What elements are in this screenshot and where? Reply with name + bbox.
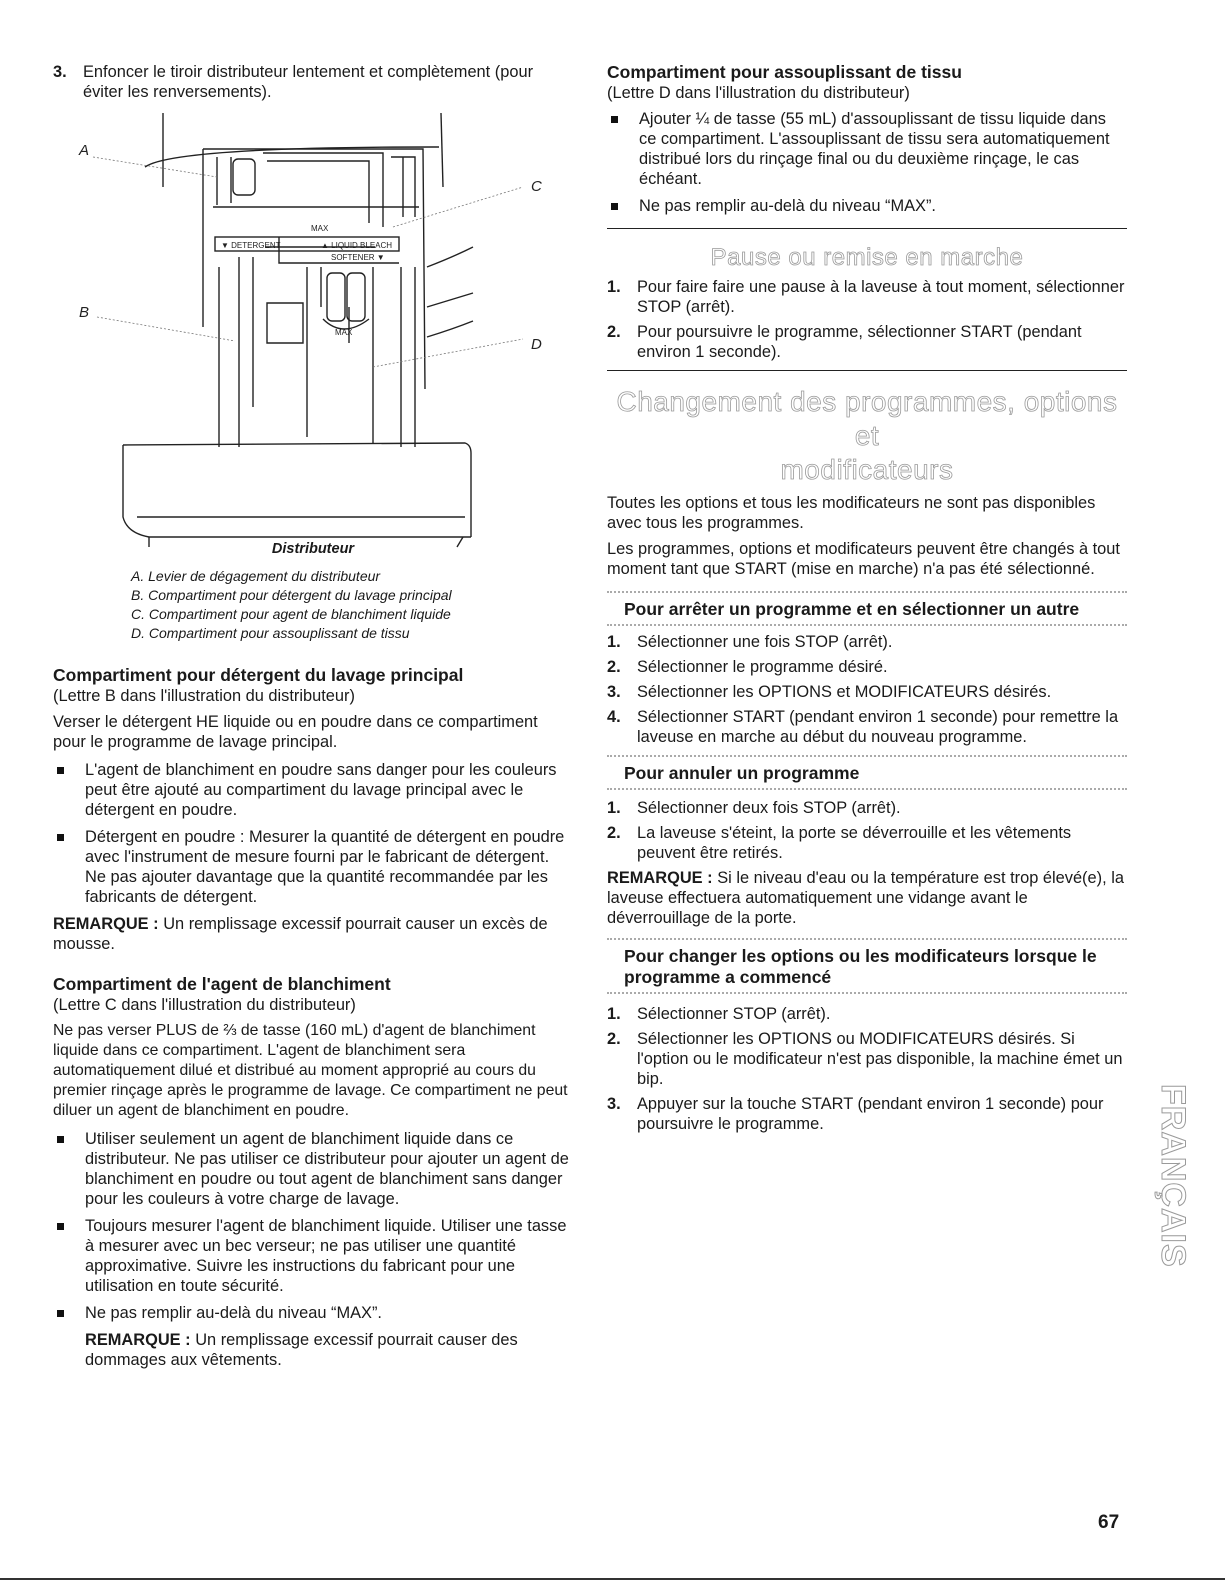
remark-text: Un remplissage excessif pourrait causer des dommages aux vêtements. bbox=[85, 1331, 518, 1369]
subsection-divider bbox=[607, 591, 1127, 593]
remark-label: REMARQUE : bbox=[85, 1331, 191, 1349]
step-text: Sélectionner le programme désiré. bbox=[637, 658, 888, 676]
legend-item: B. Compartiment pour détergent du lavage principal bbox=[131, 587, 452, 603]
change-options-step bbox=[607, 1004, 1127, 1024]
step-number: 2. bbox=[607, 1030, 621, 1048]
remark-label: REMARQUE : bbox=[607, 869, 713, 887]
bullet-text: Détergent en poudre : Mesurer la quantité de détergent en poudre avec l'instrument de mesure fourni par le fabricant de détergent. Ne pas ajouter davantage que la quantité recommandée par les fabricants de détergent. bbox=[85, 828, 565, 906]
detergent-section-subtitle: (Lettre B dans l'illustration du distributeur) bbox=[53, 687, 355, 705]
bullet-item bbox=[53, 1303, 573, 1323]
bullet-square bbox=[57, 767, 64, 774]
language-side-tab bbox=[1140, 1080, 1192, 1360]
pause-step bbox=[607, 322, 1127, 362]
step-number: 3. bbox=[607, 683, 621, 701]
step-text: Appuyer sur la touche START (pendant environ 1 seconde) pour poursuivre le programme. bbox=[637, 1095, 1104, 1133]
change-para1: Toutes les options et tous les modificateurs ne sont pas disponibles avec tous les programmes. bbox=[607, 494, 1096, 532]
liquid-bleach-label: ▲ LIQUID BLEACH bbox=[321, 241, 393, 250]
bullet-item bbox=[607, 196, 1127, 216]
label-a: A bbox=[79, 142, 90, 159]
cancel-step bbox=[607, 823, 1127, 863]
left-column bbox=[53, 62, 573, 1370]
step-text: Enfoncer le tiroir distributeur lentement et complètement (pour éviter les renversements). bbox=[83, 63, 534, 101]
step-number: 1. bbox=[607, 799, 621, 817]
max-small-label: MAX bbox=[335, 328, 353, 337]
figure-legend bbox=[53, 567, 573, 643]
stop-select-title: Pour arrêter un programme et en sélectionner un autre bbox=[624, 599, 1080, 619]
subsection-divider bbox=[607, 788, 1127, 790]
bullet-item bbox=[53, 1216, 573, 1296]
stop-select-step bbox=[607, 682, 1127, 702]
change-para2: Les programmes, options et modificateurs peuvent être changés à tout moment tant que START (mise en marche) n'a pas été sélectionné. bbox=[607, 540, 1120, 578]
bleach-section-subtitle: (Lettre C dans l'illustration du distributeur) bbox=[53, 996, 356, 1014]
section-divider bbox=[607, 228, 1127, 229]
bullet-text: Ajouter ¼ de tasse (55 mL) d'assouplissant de tissu liquide dans ce compartiment. L'assouplissant de tissu sera automatiquement distribué lors du rinçage final ou du deuxième rinçage, le cas échéant. bbox=[639, 110, 1110, 188]
figure-caption: Distributeur bbox=[271, 541, 355, 557]
detergent-section-title: Compartiment pour détergent du lavage principal bbox=[53, 665, 464, 685]
step-text: Sélectionner les OPTIONS ou MODIFICATEURS désirés. Si l'option ou le modificateur n'est pas disponible, la machine émet un bip. bbox=[637, 1030, 1123, 1088]
subsection-divider bbox=[607, 938, 1127, 940]
subsection-divider bbox=[607, 624, 1127, 626]
label-b: B bbox=[79, 304, 90, 321]
bullet-text: Ne pas remplir au-delà du niveau “MAX”. bbox=[85, 1304, 382, 1322]
step-number: 3. bbox=[53, 63, 67, 81]
bullet-text: Utiliser seulement un agent de blanchiment liquide dans ce distributeur. Ne pas utiliser ce distributeur pour ajouter un agent de blanchiment en poudre ou tout agent de blanchiment sans danger pour les couleurs à votre charge de lavage. bbox=[85, 1130, 569, 1208]
stop-select-step bbox=[607, 632, 1127, 652]
softener-label: SOFTENER ▼ bbox=[331, 253, 385, 262]
step-number: 1. bbox=[607, 1005, 621, 1023]
bullet-item bbox=[53, 1129, 573, 1209]
cancel-remark bbox=[607, 868, 1127, 928]
bullet-item bbox=[53, 760, 573, 820]
legend-item: D. Compartiment pour assouplissant de tissu bbox=[131, 625, 410, 641]
bullet-square bbox=[611, 203, 618, 210]
page-bottom-rule bbox=[0, 1578, 1225, 1580]
change-options-step bbox=[607, 1029, 1127, 1089]
step-text: Sélectionner une fois STOP (arrêt). bbox=[637, 633, 893, 651]
step-text: Pour faire faire une pause à la laveuse à tout moment, sélectionner STOP (arrêt). bbox=[637, 278, 1125, 316]
step-number: 3. bbox=[607, 1095, 621, 1113]
stop-select-step bbox=[607, 707, 1127, 747]
dispenser-figure bbox=[53, 107, 573, 499]
step-number: 1. bbox=[607, 633, 621, 651]
bullet-text: Ne pas remplir au-delà du niveau “MAX”. bbox=[639, 197, 936, 215]
bullet-text: L'agent de blanchiment en poudre sans danger pour les couleurs peut être ajouté au compartiment du lavage principal avec le détergent en poudre. bbox=[85, 761, 557, 819]
bullet-square bbox=[57, 1136, 64, 1143]
cancel-title: Pour annuler un programme bbox=[624, 763, 860, 783]
cancel-step bbox=[607, 798, 1127, 818]
section-divider bbox=[607, 370, 1127, 371]
detergent-remark bbox=[53, 914, 573, 954]
step-number: 2. bbox=[607, 658, 621, 676]
side-tab-text: FRANÇAIS bbox=[1154, 1084, 1192, 1268]
step-text: Sélectionner START (pendant environ 1 seconde) pour remettre la laveuse en marche au début du nouveau programme. bbox=[637, 708, 1119, 746]
bullet-square bbox=[57, 1310, 64, 1317]
step-3 bbox=[53, 62, 573, 102]
bullet-item bbox=[53, 827, 573, 907]
step-text: La laveuse s'éteint, la porte se déverrouille et les vêtements peuvent être retirés. bbox=[637, 824, 1072, 862]
step-text: Sélectionner deux fois STOP (arrêt). bbox=[637, 799, 901, 817]
stop-select-step bbox=[607, 657, 1127, 677]
label-d: D bbox=[531, 336, 542, 353]
step-number: 1. bbox=[607, 278, 621, 296]
step-text: Sélectionner les OPTIONS et MODIFICATEURS désirés. bbox=[637, 683, 1052, 701]
remark-label: REMARQUE : bbox=[53, 915, 159, 933]
step-number: 2. bbox=[607, 824, 621, 842]
subsection-divider bbox=[607, 755, 1127, 757]
pause-section-title: Pause ou remise en marche bbox=[710, 244, 1024, 271]
legend-item: A. Levier de dégagement du distributeur bbox=[131, 568, 381, 584]
bullet-square bbox=[611, 116, 618, 123]
bleach-section-intro: Ne pas verser PLUS de ⅔ de tasse (160 mL) d'agent de blanchiment liquide dans ce compartiment. L'agent de blanchiment sera automatiquement dilué et distribué au moment approprié au cours du premier rinçage après le programme de lavage. Ce compartiment ne peut diluer un agent de blanchiment en poudre. bbox=[53, 1022, 568, 1119]
remark-text: Si le niveau d'eau ou la température est trop élevé(e), la laveuse effectuera automatiquement une vidange avant le déverrouillage de la porte. bbox=[607, 869, 1124, 927]
bullet-item bbox=[607, 109, 1127, 189]
change-options-step bbox=[607, 1094, 1127, 1134]
legend-item: C. Compartiment pour agent de blanchiment liquide bbox=[131, 606, 451, 622]
change-title-line1: Changement des programmes, options et bbox=[616, 386, 1118, 451]
bleach-section-title: Compartiment de l'agent de blanchiment bbox=[53, 974, 391, 994]
page-number: 67 bbox=[1098, 1512, 1120, 1533]
remark-text: Un remplissage excessif pourrait causer un excès de mousse. bbox=[53, 915, 548, 953]
change-options-title: Pour changer les options ou les modificateurs lorsque le programme a commencé bbox=[624, 946, 1097, 987]
change-title-line2: modificateurs bbox=[780, 454, 954, 485]
label-c: C bbox=[531, 178, 542, 195]
step-number: 4. bbox=[607, 708, 621, 726]
max-top-label: MAX bbox=[311, 224, 329, 233]
detergent-label: ▼ DETERGENT bbox=[221, 241, 281, 250]
bullet-text: Toujours mesurer l'agent de blanchiment liquide. Utiliser une tasse à mesurer avec un bec verseur; ne pas utiliser une quantité approximative. Suivre les instructions du fabricant pour une utilisation en toute sécurité. bbox=[85, 1217, 567, 1295]
bullet-square bbox=[57, 834, 64, 841]
bleach-remark bbox=[53, 1330, 573, 1370]
bullet-square bbox=[57, 1223, 64, 1230]
step-text: Sélectionner STOP (arrêt). bbox=[637, 1005, 831, 1023]
right-column bbox=[607, 62, 1127, 1139]
step-text: Pour poursuivre le programme, sélectionner START (pendant environ 1 seconde). bbox=[637, 323, 1082, 361]
detergent-section-intro: Verser le détergent HE liquide ou en poudre dans ce compartiment pour le programme de lavage principal. bbox=[53, 713, 538, 751]
step-number: 2. bbox=[607, 323, 621, 341]
change-section-title bbox=[607, 385, 1127, 487]
subsection-divider bbox=[607, 992, 1127, 994]
dispenser-illustration bbox=[53, 107, 573, 499]
softener-section-subtitle: (Lettre D dans l'illustration du distributeur) bbox=[607, 84, 910, 102]
pause-step bbox=[607, 277, 1127, 317]
softener-section-title: Compartiment pour assouplissant de tissu bbox=[607, 62, 962, 82]
